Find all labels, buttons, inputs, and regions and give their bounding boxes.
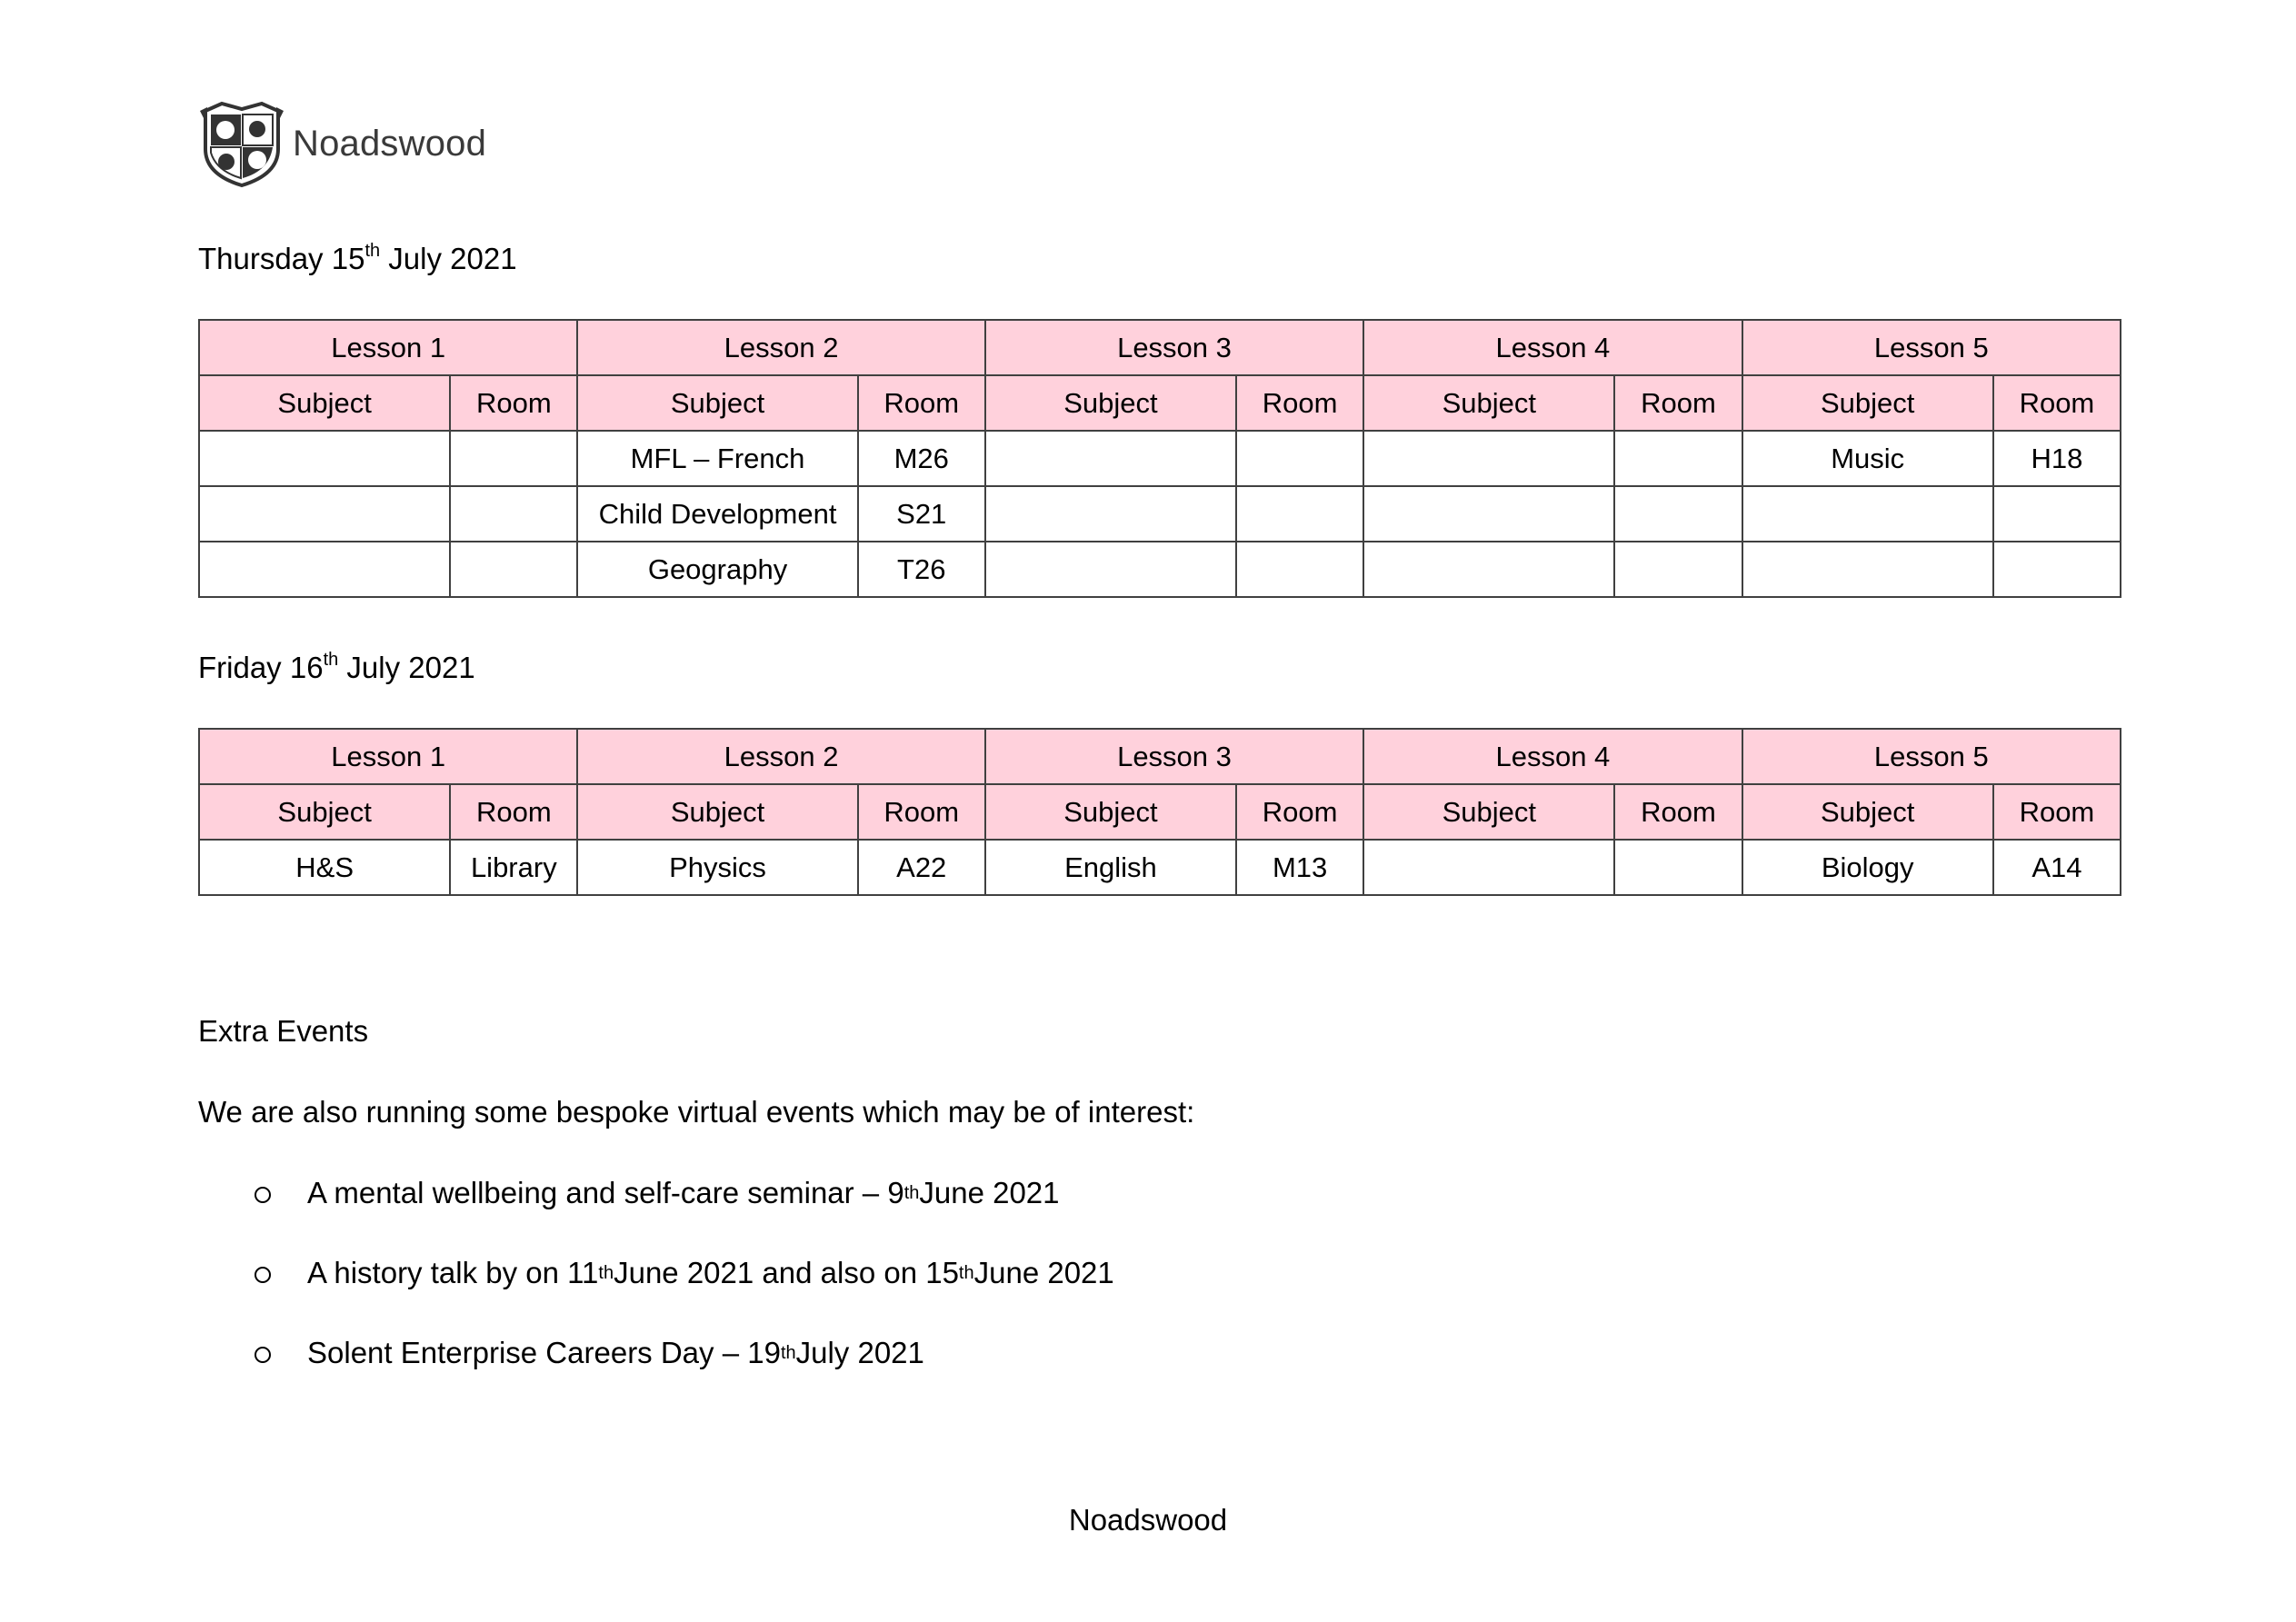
subject-header: Subject — [577, 784, 857, 840]
logo-wordmark: Noadswood — [293, 123, 487, 164]
subject-cell — [199, 542, 450, 597]
room-cell — [1236, 542, 1363, 597]
room-cell — [1993, 542, 2121, 597]
subject-header: Subject — [1742, 375, 1993, 431]
lesson-header-row — [199, 729, 2121, 784]
lesson-header: Lesson 1 — [199, 320, 577, 375]
room-cell: M26 — [858, 431, 985, 486]
lesson-header-row — [199, 320, 2121, 375]
room-cell — [1614, 542, 1742, 597]
subject-cell — [1742, 486, 1993, 542]
room-header: Room — [858, 784, 985, 840]
column-header-row — [199, 784, 2121, 840]
extra-events-intro: We are also running some bespoke virtual events which may be of interest: — [198, 1095, 1195, 1129]
event-item: A history talk by on 11 th June 2021 and also on 15 th June 2021 — [255, 1255, 1114, 1291]
subject-header: Subject — [1363, 375, 1614, 431]
room-cell — [1236, 431, 1363, 486]
lesson-header: Lesson 1 — [199, 729, 577, 784]
lesson-header: Lesson 2 — [577, 729, 984, 784]
room-header: Room — [1614, 375, 1742, 431]
room-header: Room — [1236, 784, 1363, 840]
bullet-circle-icon — [255, 1347, 271, 1363]
school-logo — [198, 98, 486, 189]
thursday-timetable — [198, 319, 2121, 598]
lesson-header: Lesson 3 — [985, 729, 1363, 784]
subject-header: Subject — [985, 784, 1236, 840]
friday-heading: Friday 16th July 2021 — [198, 650, 475, 684]
subject-cell — [985, 431, 1236, 486]
subject-cell: MFL – French — [577, 431, 857, 486]
subject-header: Subject — [1742, 784, 1993, 840]
room-cell: M13 — [1236, 840, 1363, 895]
subject-cell — [199, 431, 450, 486]
room-cell: Library — [450, 840, 577, 895]
column-header-row — [199, 375, 2121, 431]
room-cell — [1614, 486, 1742, 542]
subject-cell: Biology — [1742, 840, 1993, 895]
subject-cell: English — [985, 840, 1236, 895]
room-header: Room — [858, 375, 985, 431]
lesson-header: Lesson 4 — [1363, 320, 1742, 375]
event-item: Solent Enterprise Careers Day – 19 th July 2021 — [255, 1335, 924, 1371]
lesson-header: Lesson 5 — [1742, 320, 2121, 375]
room-cell: T26 — [858, 542, 985, 597]
subject-cell — [1363, 486, 1614, 542]
subject-cell: Child Development — [577, 486, 857, 542]
subject-cell — [1363, 542, 1614, 597]
page-footer: Noadswood — [1068, 1503, 1228, 1537]
subject-header: Subject — [577, 375, 857, 431]
lesson-header: Lesson 5 — [1742, 729, 2121, 784]
room-cell — [450, 486, 577, 542]
room-header: Room — [1236, 375, 1363, 431]
table-row — [199, 840, 2121, 895]
subject-cell — [985, 542, 1236, 597]
subject-header: Subject — [985, 375, 1236, 431]
room-header: Room — [450, 784, 577, 840]
room-header: Room — [1993, 375, 2121, 431]
subject-cell — [985, 486, 1236, 542]
table-row — [199, 431, 2121, 486]
room-cell: A22 — [858, 840, 985, 895]
event-item: A mental wellbeing and self-care seminar – 9 th June 2021 — [255, 1175, 1060, 1211]
room-cell: H18 — [1993, 431, 2121, 486]
table-row — [199, 486, 2121, 542]
room-header: Room — [1993, 784, 2121, 840]
subject-cell — [1742, 542, 1993, 597]
subject-cell — [199, 486, 450, 542]
room-cell — [1993, 486, 2121, 542]
bullet-circle-icon — [255, 1187, 271, 1203]
room-cell — [1236, 486, 1363, 542]
subject-cell — [1363, 840, 1614, 895]
crest-icon — [198, 98, 285, 189]
subject-header: Subject — [199, 784, 450, 840]
subject-cell: Physics — [577, 840, 857, 895]
room-header: Room — [450, 375, 577, 431]
room-cell — [450, 542, 577, 597]
lesson-header: Lesson 4 — [1363, 729, 1742, 784]
room-cell — [1614, 431, 1742, 486]
subject-cell: Geography — [577, 542, 857, 597]
bullet-circle-icon — [255, 1267, 271, 1283]
friday-timetable — [198, 728, 2121, 896]
table-row — [199, 542, 2121, 597]
subject-cell: Music — [1742, 431, 1993, 486]
room-cell: A14 — [1993, 840, 2121, 895]
subject-cell — [1363, 431, 1614, 486]
extra-events-title: Extra Events — [198, 1014, 369, 1048]
room-header: Room — [1614, 784, 1742, 840]
lesson-header: Lesson 2 — [577, 320, 984, 375]
lesson-header: Lesson 3 — [985, 320, 1363, 375]
subject-header: Subject — [1363, 784, 1614, 840]
room-cell: S21 — [858, 486, 985, 542]
room-cell — [1614, 840, 1742, 895]
subject-cell: H&S — [199, 840, 450, 895]
subject-header: Subject — [199, 375, 450, 431]
thursday-heading: Thursday 15th July 2021 — [198, 241, 517, 275]
room-cell — [450, 431, 577, 486]
